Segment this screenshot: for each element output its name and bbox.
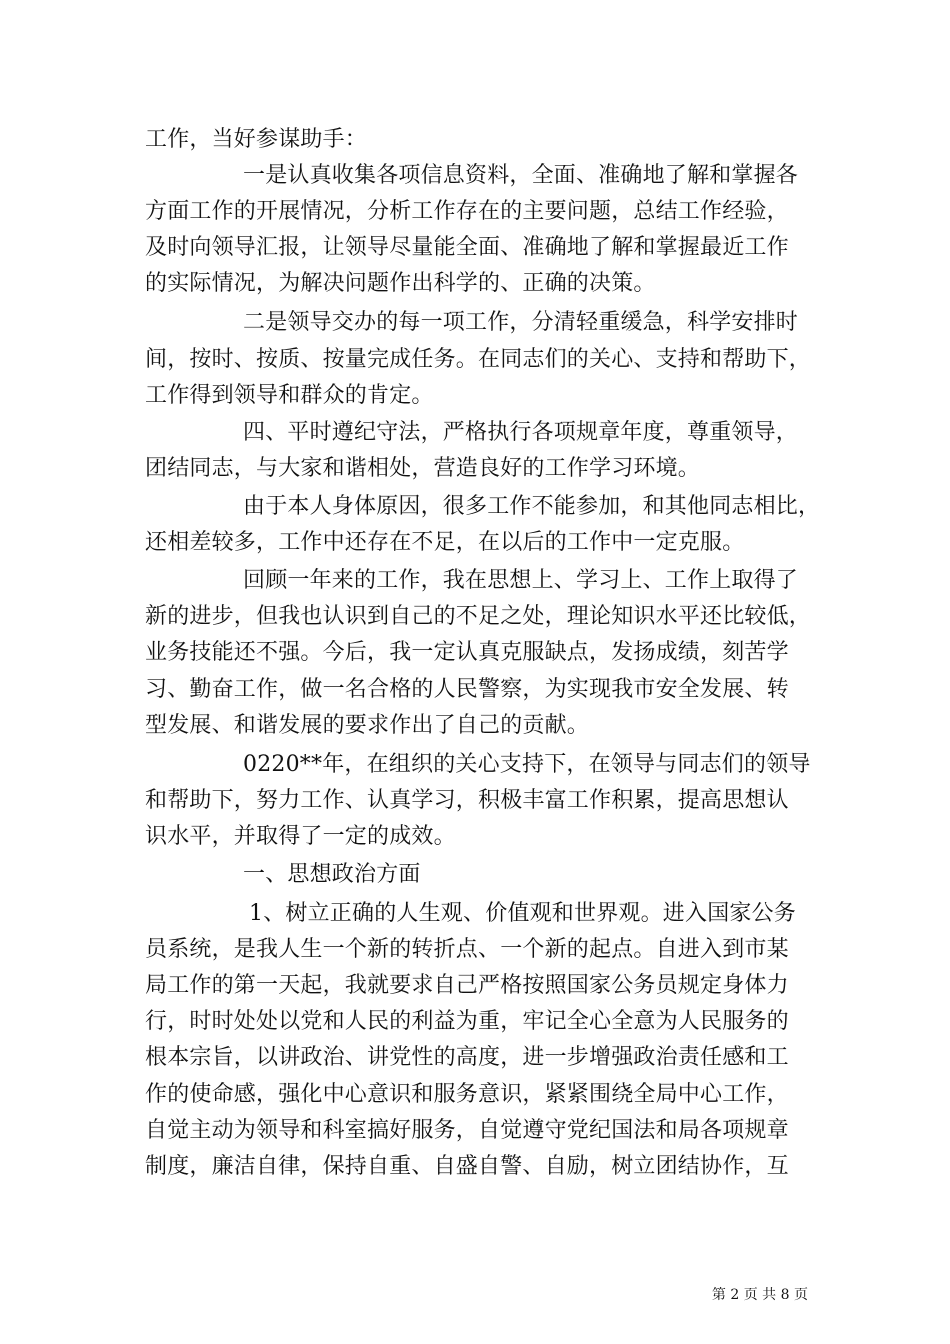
text-line: 方面工作的开展情况，分析工作存在的主要问题，总结工作经验，: [145, 199, 789, 224]
text-line: 业务技能还不强。今后，我一定认真克服缺点，发扬成绩，刻苦学: [145, 640, 789, 665]
text-line: 习、勤奋工作，做一名合格的人民警察，为实现我市安全发展、转: [145, 677, 789, 702]
text-line: 还相差较多，工作中还存在不足，在以后的工作中一定克服。: [145, 530, 745, 555]
text-line: 回顾一年来的工作，我在思想上、学习上、工作上取得了: [243, 568, 799, 593]
page-number: 第 2 页 共 8 页: [711, 1287, 808, 1303]
text-line: 作的使命感，强化中心意识和服务意识，紧紧围绕全局中心工作，: [145, 1082, 789, 1107]
text-line: 根本宗旨，以讲政治、讲党性的高度，进一步增强政治责任感和工: [145, 1045, 789, 1070]
text-line: 制度，廉洁自律，保持自重、自盛自警、自励，树立团结协作，互: [145, 1154, 789, 1179]
text-line: 工作得到领导和群众的肯定。: [145, 383, 434, 408]
text-line: 间，按时、按质、按量完成任务。在同志们的关心、支持和帮助下，: [145, 347, 812, 372]
text-line: 员系统，是我人生一个新的转折点、一个新的起点。自进入到市某: [145, 937, 789, 962]
text-line: 二是领导交办的每一项工作，分清轻重缓急，科学安排时: [243, 310, 799, 335]
text-line: 型发展、和谐发展的要求作出了自己的贡献。: [145, 713, 590, 738]
page-footer: [0, 1286, 950, 1304]
text-line: 的实际情况，为解决问题作出科学的、正确的决策。: [145, 271, 656, 296]
text-line: 和帮助下，努力工作、认真学习，积极丰富工作积累，提高思想认: [145, 788, 789, 813]
text-line: 识水平，并取得了一定的成效。: [145, 824, 456, 849]
text-line: 一是认真收集各项信息资料，全面、准确地了解和掌握各: [243, 163, 799, 188]
text-line: 1、树立正确的人生观、价值观和世界观。进入国家公务: [249, 901, 796, 926]
text-line: 自觉主动为领导和科室搞好服务，自觉遵守党纪国法和局各项规章: [145, 1118, 789, 1143]
text-line: 新的进步，但我也认识到自己的不足之处，理论知识水平还比较低，: [145, 604, 812, 629]
text-line: 行，时时处处以党和人民的利益为重，牢记全心全意为人民服务的: [145, 1009, 789, 1034]
text-line: 局工作的第一天起，我就要求自己严格按照国家公务员规定身体力: [145, 973, 789, 998]
text-line: 工作，当好参谋助手：: [145, 127, 368, 152]
text-line: 团结同志，与大家和谐相处，营造良好的工作学习环境。: [145, 456, 701, 481]
text-line: 及时向领导汇报，让领导尽量能全面、准确地了解和掌握最近工作: [145, 235, 789, 260]
text-line: 0220**年，在组织的关心支持下，在领导与同志们的领导: [243, 752, 811, 777]
text-line: 四、平时遵纪守法，严格执行各项规章年度，尊重领导，: [243, 420, 799, 445]
text-line: 由于本人身体原因，很多工作不能参加，和其他同志相比，: [243, 494, 821, 519]
section-heading: 一、思想政治方面: [243, 862, 421, 887]
